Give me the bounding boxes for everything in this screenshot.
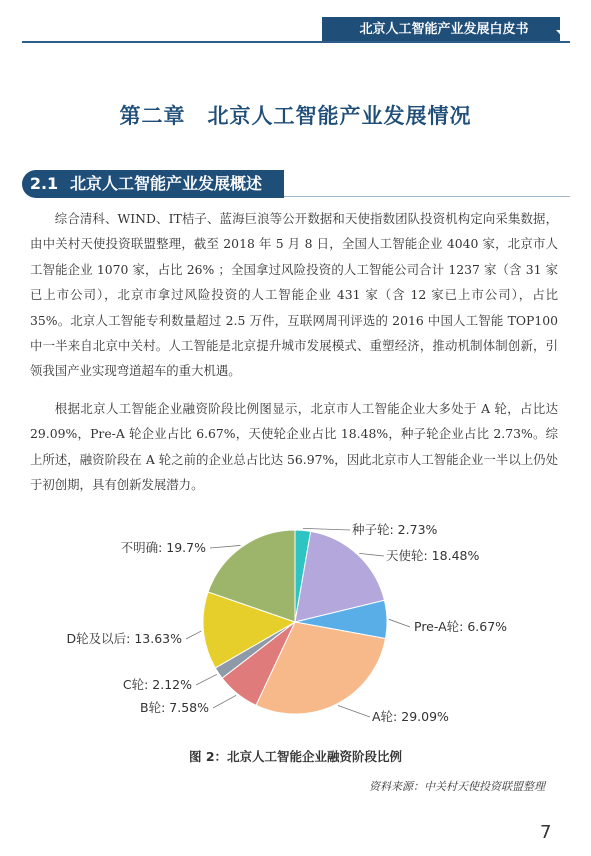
pie-slice-label: C轮: 2.12%	[122, 677, 192, 692]
pie-slice-label: 种子轮: 2.73%	[352, 522, 438, 537]
pie-slice-label: B轮: 7.58%	[140, 700, 209, 715]
source-note: 资料来源：中关村天使投资联盟整理	[369, 780, 545, 793]
section-rule	[284, 196, 570, 197]
pie-leader-line	[196, 674, 217, 685]
pie-leader-line	[338, 706, 370, 717]
pie-leader-line	[213, 695, 236, 708]
pie-leader-line	[389, 619, 410, 627]
header-title: 北京人工智能产业发展白皮书	[328, 17, 560, 43]
pie-slice-label: 天使轮: 18.48%	[386, 548, 480, 563]
pie-leader-line	[186, 631, 201, 639]
figure-caption: 图 2：北京人工智能企业融资阶段比例	[188, 749, 403, 764]
section-title: 北京人工智能产业发展概述	[66, 170, 284, 198]
pie-slice-label: A轮: 29.09%	[372, 709, 449, 724]
funding-stage-pie-chart	[0, 510, 591, 740]
pie-leader-line	[210, 545, 240, 548]
header-rule	[22, 41, 570, 43]
page-number: 7	[540, 822, 552, 843]
body-paragraph-2: 根据北京人工智能企业融资阶段比例图显示，北京市人工智能企业大多处于 A 轮，占比达 29.09%，Pre-A 轮企业占比 6.67%，天使轮企业占比 18.48%，种子轮企业占比 2.73%。综上所述，融资阶段在 A 轮之前的企业总占比达 56.97%，因此北京市人工智能企业一半以上仍处于初创期，具有创新发展潜力。	[30, 401, 558, 493]
pie-leader-line	[359, 553, 384, 556]
pie-leader-line	[303, 528, 350, 530]
chapter-title: 第二章 北京人工智能产业发展情况	[119, 104, 472, 128]
pie-slice-label: Pre-A轮: 6.67%	[414, 619, 508, 634]
section-number: 2.1	[22, 170, 66, 198]
pie-slice-label: 不明确: 19.7%	[120, 540, 206, 555]
pie-slice-label: D轮及以后: 13.63%	[66, 631, 182, 646]
body-paragraph-1: 综合清科、WIND、IT桔子、蓝海巨浪等公开数据和天使指数团队投资机构定向采集数据，由中关村天使投资联盟整理，截至 2018 年 5 月 8 日，全国人工智能企业 4040 家，北京市人工智能企业 1070 家，占比 26% ；全国拿过风险投资的人工智能公司合计 1237 家（含 31 家已上市公司），北京市拿过风险投资的人工智能企业 431 家（含 12 家已上市公司），占比 35%。北京人工智能专利数量超过 2.5 万件，互联网周刊评选的 2016 中国人工智能 TOP100 中一半来自北京中关村。人工智能是北京提升城市发展模式、重塑经济，推动机制体制创新，引领我国产业实现弯道超车的重大机遇。	[30, 211, 558, 379]
